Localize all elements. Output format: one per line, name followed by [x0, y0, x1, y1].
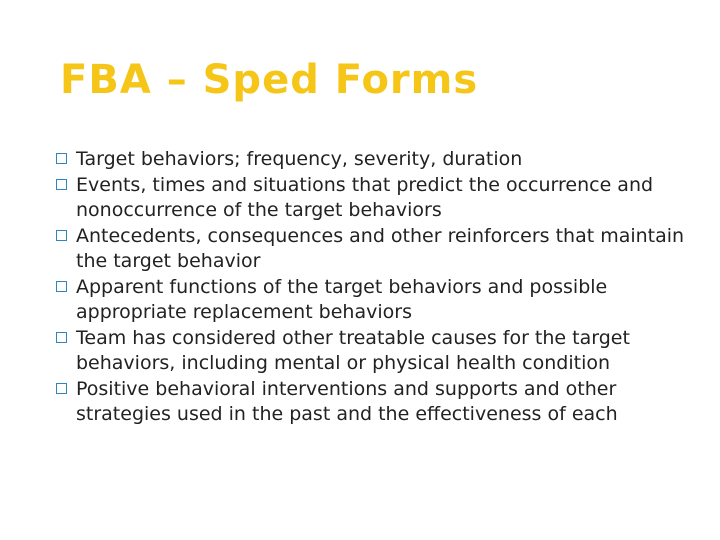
- square-outline-icon: [56, 281, 67, 292]
- bullet-item: [56, 377, 706, 428]
- bullet-text: Positive behavioral interventions and supports and other strategies used in the past and the effectiveness of each: [76, 377, 618, 425]
- bullet-item: [56, 173, 706, 224]
- bullet-item: [56, 326, 706, 377]
- slide-title: FBA – Sped Forms: [60, 57, 479, 103]
- bullet-text: Team has considered other treatable causes for the target behaviors, including mental or physical health condition: [76, 326, 630, 374]
- bullet-text: Antecedents, consequences and other reinforcers that maintain the target behavior: [76, 224, 685, 272]
- bullet-item: [56, 147, 706, 173]
- square-outline-icon: [56, 153, 67, 164]
- bullet-text: Apparent functions of the target behaviors and possible appropriate replacement behaviors: [76, 275, 608, 323]
- square-outline-icon: [56, 230, 67, 241]
- bullet-list: [56, 147, 706, 428]
- square-outline-icon: [56, 383, 67, 394]
- bullet-item: [56, 275, 706, 326]
- bullet-text: Events, times and situations that predict the occurrence and nonoccurrence of the target behaviors: [76, 173, 654, 221]
- square-outline-icon: [56, 179, 67, 190]
- bullet-item: [56, 224, 706, 275]
- bullet-text: Target behaviors; frequency, severity, duration: [76, 148, 523, 170]
- square-outline-icon: [56, 332, 67, 343]
